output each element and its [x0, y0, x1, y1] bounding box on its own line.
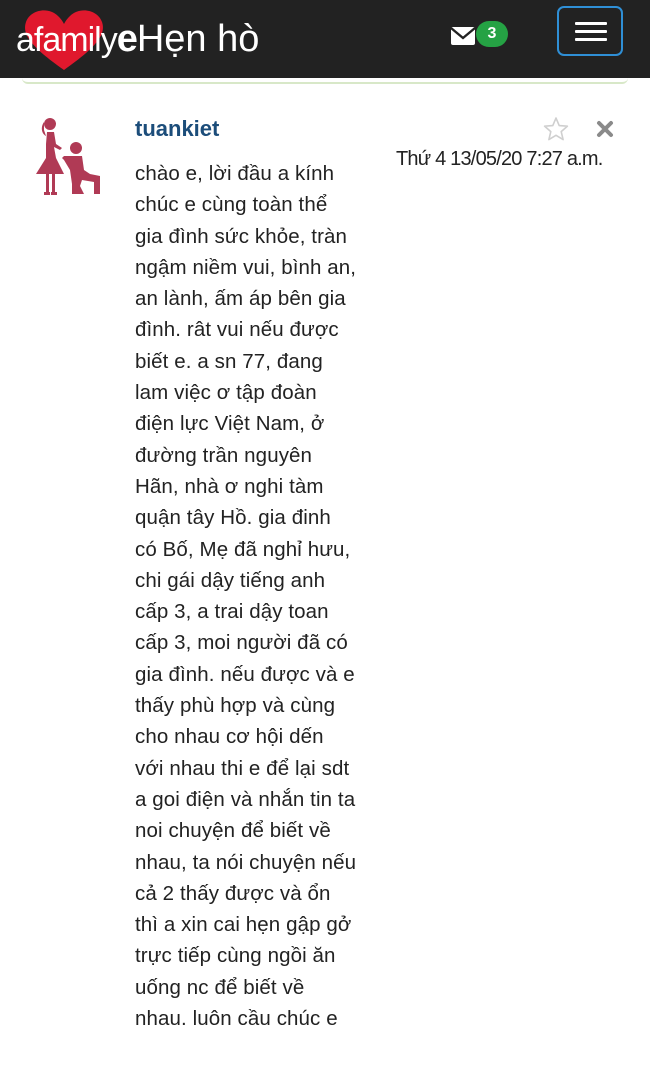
inbox-link[interactable]	[446, 18, 516, 54]
close-icon[interactable]	[596, 120, 614, 138]
logo-text: afamilyeHẹn hò	[16, 18, 260, 60]
hamburger-icon	[575, 30, 607, 33]
menu-toggle-button[interactable]	[557, 6, 623, 56]
couple-proposal-icon[interactable]	[32, 114, 106, 198]
hamburger-icon	[575, 22, 607, 25]
site-logo[interactable]	[12, 4, 292, 68]
unread-count-badge: 3	[476, 21, 508, 47]
star-outline-icon[interactable]	[543, 116, 569, 142]
message-timestamp: Thứ 4 13/05/20 7:27 a.m.	[396, 148, 603, 170]
top-navbar	[0, 0, 650, 78]
hamburger-icon	[575, 38, 607, 41]
envelope-icon	[450, 26, 476, 46]
sender-username[interactable]: tuankiet	[135, 116, 220, 141]
message-body: chào e, lời đầu a kính chúc e cùng toàn thể gia đình sức khỏe, tràn ngậm niềm vui, bình an, an lành, ấm áp bên gia đình. rât vui nếu được biết e. a sn 77, đang lam việc ơ tập đoàn điện lực Việt Nam, ở đường trần nguyên Hãn, nhà ơ nghi tàm quận tây Hồ. gia đinh có Bố, Mẹ đã nghỉ hưu, chi gái dậy tiếng anh cấp 3, a trai dậy toan cấp 3, moi người đã có gia đình. nếu được và e thấy phù hợp và cùng cho nhau cơ hội dến với nhau thi e để lại sdt a goi điện và nhắn tin ta noi chuyện để biết về nhau, ta nói chuyện nếu cả 2 thấy được và ổn thì a xin cai hẹn gập gở trực tiếp cùng ngồi ăn uống nc để biết về nhau. luôn cầu chúc e	[135, 162, 357, 1031]
header-divider	[22, 78, 628, 84]
